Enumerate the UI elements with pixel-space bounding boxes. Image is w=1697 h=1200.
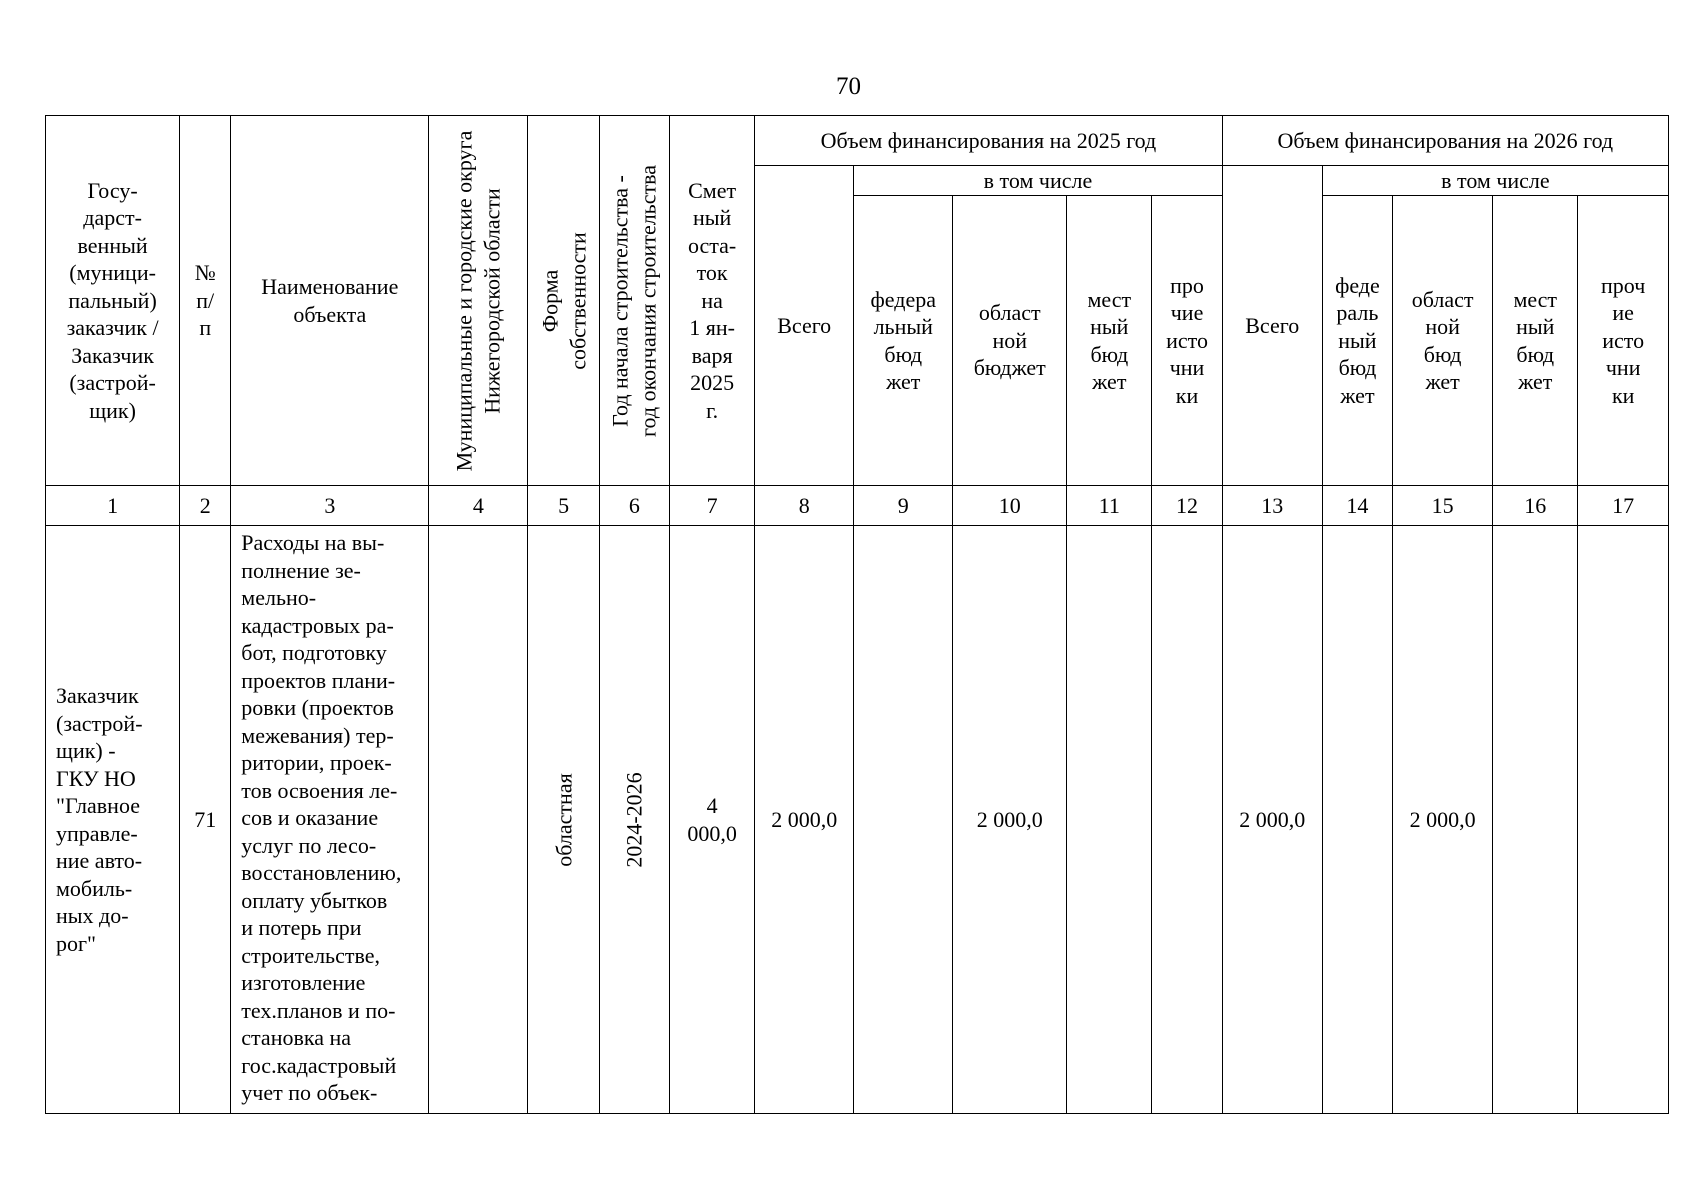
column-number: 16 — [1493, 486, 1578, 526]
header-regional-2025: област ной бюджет — [953, 196, 1067, 486]
column-number: 17 — [1578, 486, 1669, 526]
column-number: 2 — [180, 486, 231, 526]
row-number: 71 — [180, 526, 231, 1114]
column-number: 10 — [953, 486, 1067, 526]
row-local-2025 — [1067, 526, 1152, 1114]
column-number: 12 — [1152, 486, 1222, 526]
investment-table — [45, 115, 1669, 1114]
row-local-2026 — [1493, 526, 1578, 1114]
header-other-2026: проч ие исто чни ки — [1578, 196, 1669, 486]
column-number: 6 — [599, 486, 669, 526]
column-number: 9 — [854, 486, 953, 526]
row-regional-2025: 2 000,0 — [953, 526, 1067, 1114]
column-number: 8 — [755, 486, 854, 526]
column-number-row — [46, 486, 1669, 526]
table-row — [46, 526, 1669, 1114]
row-customer: Заказчик (застрой- щик) - ГКУ НО "Главное управле- ние авто- мобиль- ных до- рог" — [46, 526, 180, 1114]
row-object-name: Расходы на вы- полнение зе- мельно- кадастровых ра- бот, подготовку проектов плани- ровки (проектов межевания) тер- ритории, проек- тов освоения ле- сов и оказание услуг по лесо- восстановлению, оплату убытков и потерь при строительстве, изготовление тех.планов и по- становка на гос.кадастровый учет по объек- — [231, 526, 429, 1114]
header-customer: Госу- дарст- венный (муници- пальный) заказчик / Заказчик (застрой- щик) — [46, 116, 180, 486]
header-including-2025: в том числе — [854, 166, 1222, 196]
header-including-2026: в том числе — [1322, 166, 1668, 196]
row-ownership: областная — [528, 526, 599, 1114]
row-other-2026 — [1578, 526, 1669, 1114]
row-total-2026: 2 000,0 — [1222, 526, 1322, 1114]
header-funding-2025: Объем финансирования на 2025 год — [755, 116, 1222, 166]
header-regional-2026: област ной бюд жет — [1393, 196, 1493, 486]
column-number: 11 — [1067, 486, 1152, 526]
column-number: 7 — [670, 486, 755, 526]
column-number: 4 — [429, 486, 528, 526]
header-total-2025: Всего — [755, 166, 854, 486]
row-other-2025 — [1152, 526, 1222, 1114]
header-federal-2026: феде раль ный бюд жет — [1322, 196, 1392, 486]
column-number: 1 — [46, 486, 180, 526]
row-federal-2026 — [1322, 526, 1392, 1114]
header-row-number: № п/ п — [180, 116, 231, 486]
column-number: 3 — [231, 486, 429, 526]
column-number: 13 — [1222, 486, 1322, 526]
header-estimated-balance: Смет ный оста- ток на 1 ян- варя 2025 г. — [670, 116, 755, 486]
header-local-2025: мест ный бюд жет — [1067, 196, 1152, 486]
page-number: 70 — [836, 73, 861, 100]
header-other-2025: про чие исто чни ки — [1152, 196, 1222, 486]
row-municipality — [429, 526, 528, 1114]
header-object-name: Наименование объекта — [231, 116, 429, 486]
row-estimated-balance: 4 000,0 — [670, 526, 755, 1114]
header-municipality: Муниципальные и городские округа Нижегородской области — [429, 116, 528, 486]
header-local-2026: мест ный бюд жет — [1493, 196, 1578, 486]
row-construction-years: 2024-2026 — [599, 526, 669, 1114]
header-funding-2026: Объем финансирования на 2026 год — [1222, 116, 1668, 166]
header-total-2026: Всего — [1222, 166, 1322, 486]
row-federal-2025 — [854, 526, 953, 1114]
row-total-2025: 2 000,0 — [755, 526, 854, 1114]
header-ownership: Форма собственности — [528, 116, 599, 486]
column-number: 5 — [528, 486, 599, 526]
row-regional-2026: 2 000,0 — [1393, 526, 1493, 1114]
header-federal-2025: федера льный бюд жет — [854, 196, 953, 486]
column-number: 15 — [1393, 486, 1493, 526]
header-construction-years: Год начала строительства - год окончания строительства — [599, 116, 669, 486]
column-number: 14 — [1322, 486, 1392, 526]
